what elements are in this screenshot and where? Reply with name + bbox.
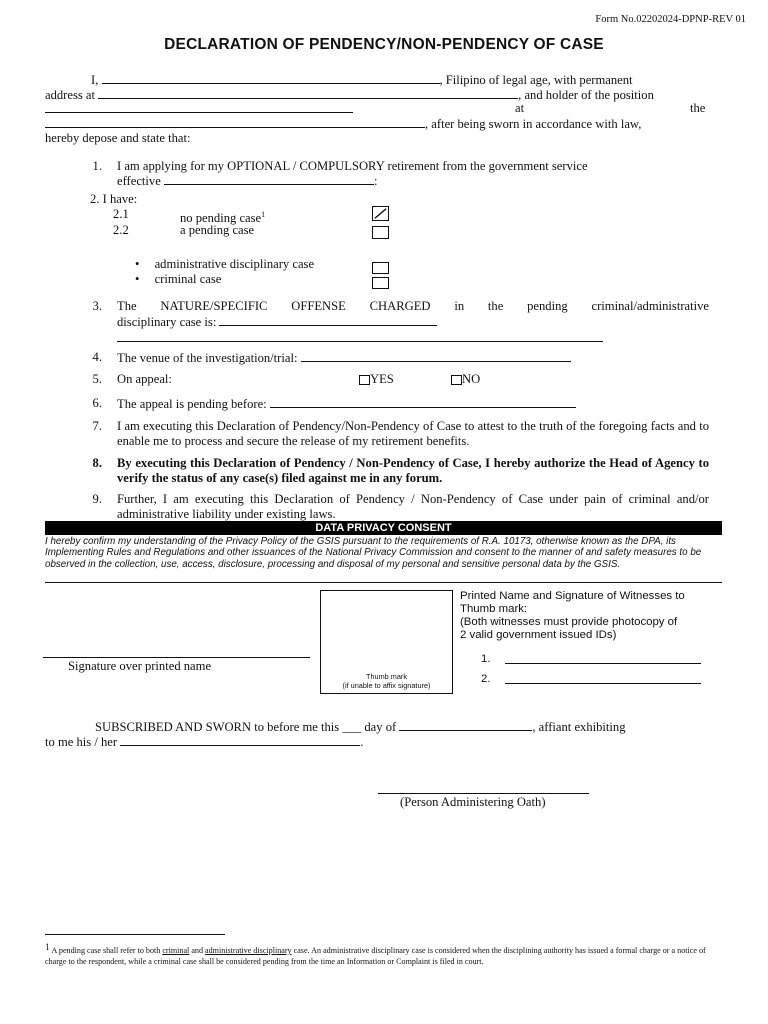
criminal-case-label: criminal case: [154, 272, 222, 286]
offense-field[interactable]: [219, 314, 437, 326]
item-9-text: Further, I am executing this Declaration of Pendency / Non-Pendency of Case under pain of criminal and/or administrative liability under existing laws.: [117, 492, 709, 521]
footnote-text-b: case. An administrative disciplinary case is considered when the disciplining authority has issued a formal charge or a notice of charge to the respondent, while a criminal case shall be considered pending from the time an Information or Complaint is filed in court.: [45, 946, 706, 966]
intro-line-2-suffix: , and holder of the position: [518, 88, 654, 102]
witness-heading-2: Thumb mark:: [460, 603, 528, 615]
oath-officer-line[interactable]: [378, 793, 589, 794]
appeal-pending-label: The appeal is pending before:: [117, 397, 267, 411]
check-mark-icon: [373, 207, 388, 220]
effective-colon: :: [373, 174, 378, 188]
witness-heading-3: (Both witnesses must provide photocopy of: [460, 616, 678, 628]
bullet-admin-item: [135, 257, 314, 272]
item-3-text: The NATURE/SPECIFIC OFFENSE CHARGED in the pending criminal/administrative: [117, 299, 709, 313]
footnote-text-a: A pending case shall refer to both: [51, 946, 161, 955]
criminal-case-checkbox[interactable]: [372, 274, 389, 292]
item-9-number: 9.: [92, 492, 102, 506]
name-field[interactable]: [102, 72, 440, 84]
item-4-number: 4.: [92, 350, 102, 364]
witness-heading-1: Printed Name and Signature of Witnesses to: [460, 590, 685, 602]
thumb-mark-caption: Thumb mark: [366, 672, 407, 681]
item-4-line: [117, 350, 571, 366]
admin-case-label: administrative disciplinary case: [154, 257, 315, 271]
item-2-2-label: a pending case: [180, 223, 255, 237]
oath-text: SUBSCRIBED AND SWORN to before me this ___ day of: [95, 720, 397, 734]
witness-1-field[interactable]: [505, 663, 701, 664]
address-label: address at: [45, 88, 96, 102]
intro-line-4-suffix: , after being sworn in accordance with law,: [425, 117, 642, 131]
intro-line-4: [45, 116, 641, 132]
footnote-and: and: [191, 946, 204, 955]
thumb-mark-subcaption: (if unable to affix signature): [342, 681, 431, 690]
venue-label: The venue of the investigation/trial:: [117, 351, 298, 365]
intro-line-1-suffix: , Filipino of legal age, with permanent: [439, 73, 633, 87]
intro-line-3: [45, 101, 710, 117]
bullet-icon: •: [135, 257, 140, 271]
effective-label: effective: [117, 174, 161, 188]
on-appeal-label: On appeal:: [117, 372, 172, 386]
footnote-criminal: criminal: [162, 946, 190, 955]
item-8-text: By executing this Declaration of Pendency / Non-Pendency of Case, I hereby authorize the Head of Agency to verify the status of any case(s) filed against me in any forum.: [117, 456, 709, 485]
item-2-1-number: 2.1: [113, 207, 129, 221]
oath-id-field[interactable]: [120, 734, 360, 746]
item-2-number: 2.: [90, 192, 100, 206]
item-6-number: 6.: [92, 396, 102, 410]
appeal-yes-option[interactable]: [359, 372, 394, 387]
item-2-2-number: 2.2: [113, 223, 129, 237]
no-checkbox[interactable]: [451, 375, 462, 385]
appeal-no-option[interactable]: [451, 372, 480, 387]
item-7-number: 7.: [92, 419, 102, 433]
item-8-number: 8.: [92, 456, 102, 470]
footnote-marker: 1: [45, 942, 50, 952]
oath-line-1-suffix: , affiant exhibiting: [532, 720, 626, 734]
checkbox-box: [372, 277, 389, 289]
agency-field[interactable]: [45, 116, 425, 128]
venue-field[interactable]: [301, 350, 571, 362]
footnote-divider: [45, 934, 225, 935]
item-1-text: I am applying for my OPTIONAL / COMPULSORY retirement from the government service: [117, 159, 588, 173]
checkbox-box: [372, 206, 389, 221]
at-label: at: [515, 101, 525, 115]
no-label: NO: [462, 372, 481, 386]
checkbox-box: [372, 262, 389, 274]
item-1-effective: [117, 173, 377, 189]
witness-2-field[interactable]: [505, 683, 701, 684]
item-2-label: I have:: [102, 192, 138, 206]
data-privacy-header: DATA PRIVACY CONSENT: [45, 521, 722, 535]
footnote: [45, 942, 708, 967]
pending-case-checkbox[interactable]: [372, 223, 389, 241]
offense-label: disciplinary case is:: [117, 315, 217, 329]
bullet-criminal-item: [135, 272, 221, 287]
oath-line-1: [45, 719, 626, 735]
no-pending-case-checkbox[interactable]: [372, 204, 389, 222]
appeal-pending-field[interactable]: [270, 396, 576, 408]
signature-label: Signature over printed name: [68, 659, 212, 673]
checkbox-box: [372, 226, 389, 239]
position-field[interactable]: [45, 101, 353, 113]
address-field[interactable]: [98, 87, 518, 99]
signature-line[interactable]: [43, 657, 310, 658]
footnote-ref: 1: [261, 210, 266, 219]
page-title: DECLARATION OF PENDENCY/NON-PENDENCY OF CASE: [164, 36, 604, 53]
item-1-number: 1.: [92, 159, 102, 173]
oath-period: .: [360, 735, 364, 749]
no-pending-case-label: no pending case: [180, 211, 262, 226]
item-6-line: [117, 396, 576, 412]
bullet-icon: •: [135, 272, 140, 286]
oath-line-2: [45, 734, 363, 750]
witness-heading-4: 2 valid government issued IDs): [460, 629, 617, 641]
form-number: Form No.02202024-DPNP-REV 01: [595, 14, 746, 25]
intro-line-5: hereby depose and state that:: [45, 131, 191, 145]
item-3-line-2: [117, 314, 437, 330]
item-7-text: I am executing this Declaration of Pendency/Non-Pendency of Case to attest to the truth of the foregoing facts and to enable me to process and secure the release of my retirement benefits.: [117, 419, 709, 448]
witness-2-number: 2.: [481, 673, 491, 685]
item-3-number: 3.: [92, 299, 102, 313]
footnote-admin: administrative disciplinary: [205, 946, 292, 955]
intro-i-label: I,: [91, 73, 99, 87]
divider: [45, 582, 722, 583]
yes-label: YES: [370, 372, 394, 386]
yes-checkbox[interactable]: [359, 375, 370, 385]
the-label: the: [690, 101, 706, 115]
oath-officer-label: (Person Administering Oath): [400, 795, 546, 809]
oath-month-field[interactable]: [399, 719, 532, 731]
offense-field-line-2[interactable]: [117, 341, 603, 342]
item-5-number: 5.: [92, 372, 102, 386]
witness-1-number: 1.: [481, 653, 491, 665]
data-privacy-text: I hereby confirm my understanding of the Privacy Policy of the GSIS pursuant to the requirements of R.A. 10173, otherwise known as the DPA, its Implementing Rules and Regulations and other issuances of the National Privacy Commission and consent to the manner of and safety measures to be observed in the collection, use, access, disclosure, processing and disposal of my personal and sensitive personal data by the GSIS.: [45, 536, 702, 570]
intro-line-1: [45, 72, 710, 88]
oath-id-label: to me his / her: [45, 735, 118, 749]
effective-date-field[interactable]: [164, 173, 374, 185]
item-2-heading: [90, 192, 137, 207]
